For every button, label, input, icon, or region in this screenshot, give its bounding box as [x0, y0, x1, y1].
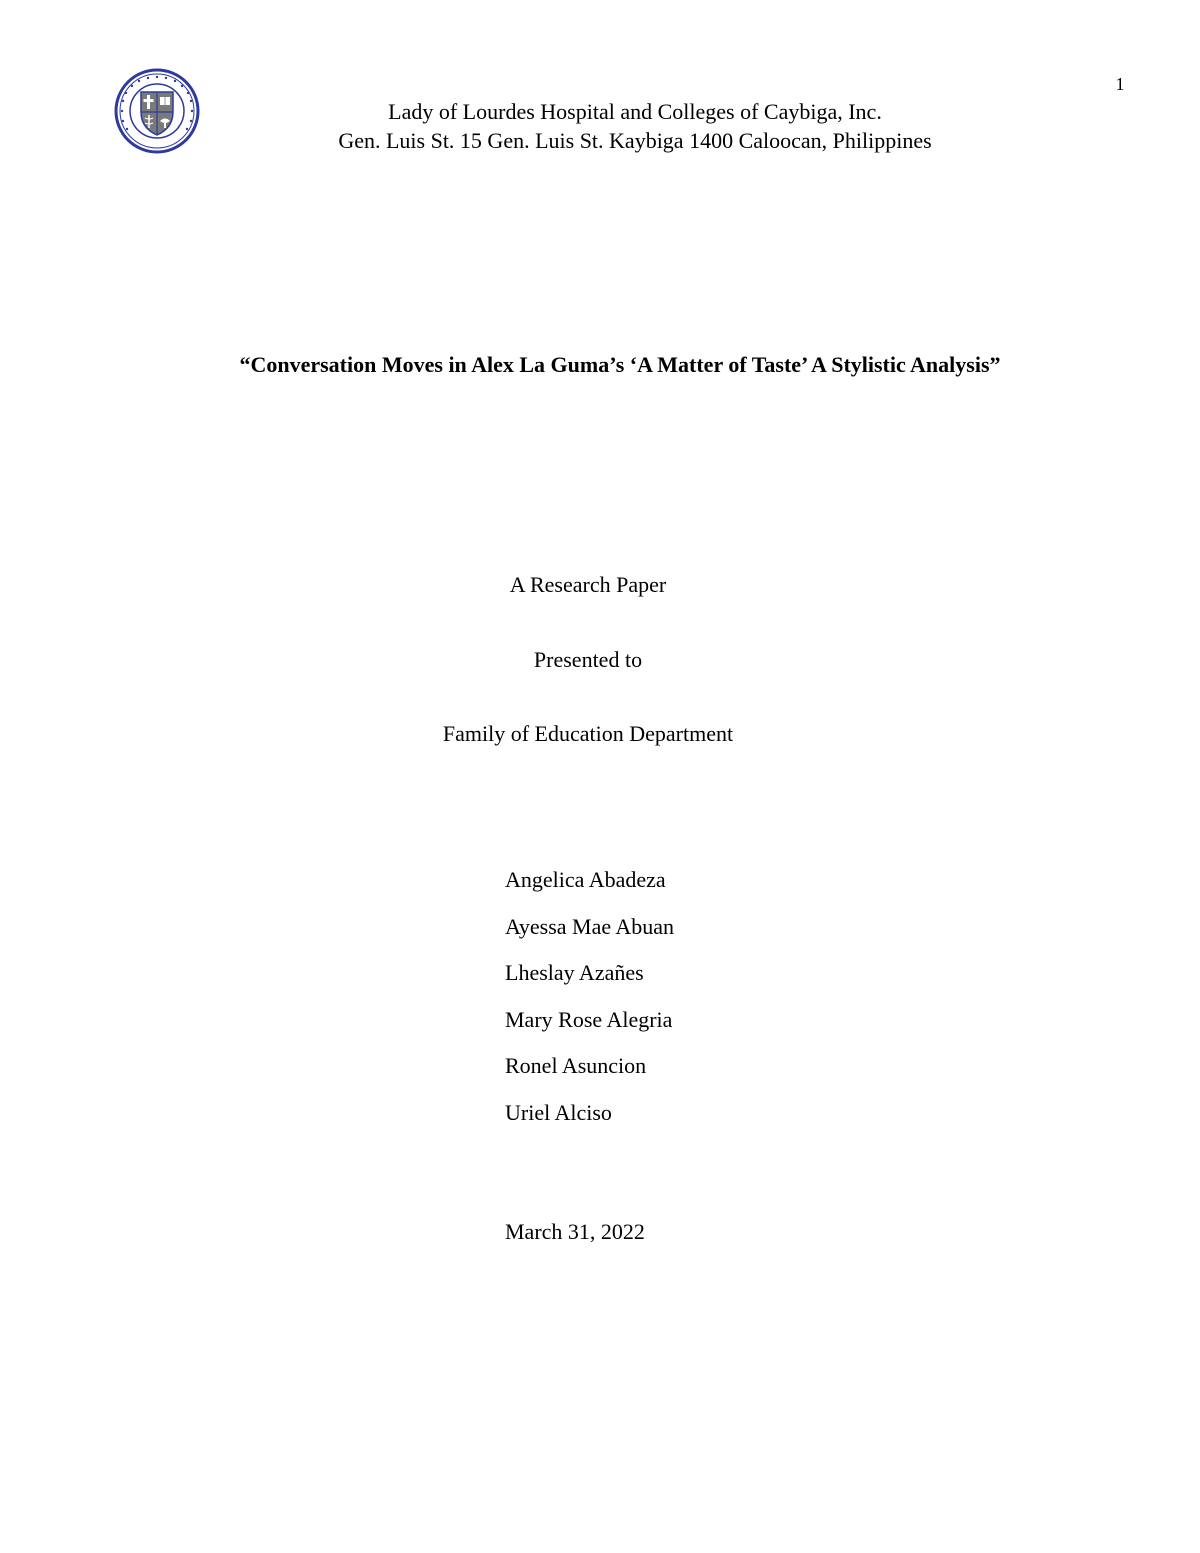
- school-seal-icon: [114, 68, 200, 154]
- paper-title: “Conversation Moves in Alex La Guma’s ‘A Matter of Taste’ A Stylistic Analysis”: [239, 352, 1001, 377]
- institution-header: [235, 97, 1035, 155]
- author-name: Lheslay Azañes: [505, 960, 644, 985]
- author-list: [505, 866, 674, 1145]
- author-name: Mary Rose Alegria: [505, 1006, 673, 1032]
- submission-date: March 31, 2022: [505, 1219, 645, 1244]
- author-name: Angelica Abadeza: [505, 867, 666, 892]
- institution-name: Lady of Lourdes Hospital and Colleges of Caybiga, Inc.: [388, 99, 882, 124]
- department: Family of Education Department: [442, 721, 734, 746]
- page-number: 1: [1115, 74, 1125, 94]
- author-name: Ayessa Mae Abuan: [505, 913, 675, 939]
- institution-address: Gen. Luis St. 15 Gen. Luis St. Kaybiga 1400 Caloocan, Philippines: [338, 128, 932, 153]
- presented-to: Presented to: [533, 647, 643, 672]
- author-name: Ronel Asuncion: [505, 1053, 647, 1078]
- author-name: Uriel Alciso: [505, 1099, 612, 1125]
- paper-type: A Research Paper: [509, 572, 667, 597]
